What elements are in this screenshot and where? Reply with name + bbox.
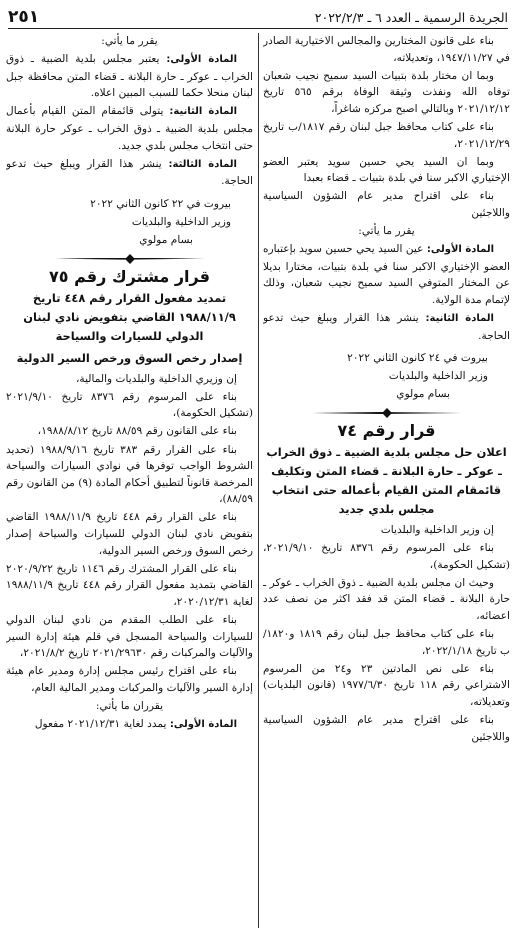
article-text: ينشر هذا القرار ويبلغ حيث تدعو الحاجة. [263,312,510,342]
paragraph: بناء على نص المادتين ٢٣ و٢٤ من المرسوم الاشتراعي رقم ١١٨ تاريخ ١٩٧٧/٦/٣٠ (قانون البلديات) وتعديلاته، [263,662,510,708]
signature-date: بيروت في ٢٤ كانون الثاني ٢٠٢٢ [347,352,488,365]
page-number: ٢٥١ [8,7,40,27]
decides-heading: يقرر ما يأتي: [358,225,415,238]
paragraph: بناء على القرار رقم ٣٨٣ تاريخ ١٩٨٨/٩/١٦ (تحديد الشروط الواجب توفرها في نوادي السيارات والسياحة المرخصة قانوناً لتطبيق أحكام المادة (٩) من القانون رقم ٨٨/٥٩)، [6,443,253,506]
decision-74-subtitle: اعلان حل مجلس بلدية الضبية ـ ذوق الخراب ـ عوكر ـ حارة البلانة ـ قضاء المتن وتكليف قائمقام المتن القيام بأعماله حتى انتخاب مجلس بلدي جديد [266,444,507,516]
signature-title: وزير الداخلية والبلديات [388,370,488,383]
paragraph: وبما ان مختار بلدة بتبيات السيد سميح نجيب شعبان توفاه الله ونفذت وثيقة الوفاة برقم ٥٦٥ تاريخ ٢٠٢١/١٢/١٢ وبالتالي اصبح مركزه شاغراً، [263,69,510,115]
paragraph: بناء على اقتراح رئيس مجلس إدارة ومدير عام هيئة إدارة السير والآليات والمركبات ومدير المالية العام، [6,665,253,694]
paragraph: بناء على اقتراح مدير عام الشؤون السياسية واللاجئين [263,190,510,219]
decision-75-subtitle-2: إصدار رخص السوق ورخص السير الدولية [16,350,243,365]
right-column [263,33,510,930]
article-text: يمدد لغاية ٢٠٢١/١٢/٣١ مفعول [34,718,167,730]
paragraph: بناء على كتاب محافظ جبل لبنان رقم ١٨١٧/ب تاريخ ٢٠٢١/١٢/٢٩، [263,120,510,150]
decision-75-subtitle: تمديد مفعول القرار رقم ٤٤٨ تاريخ ١٩٨٨/١١/٩ القاضي بتفويض نادي لبنان الدولي للسيارات والسياحة [23,290,236,343]
article-label: المادة الأولى: [426,244,495,256]
signature-name: بسام مولوي [396,388,450,401]
article-text: عين السيد يحي حسين سويد بإعتباره العضو الإختياري الاكبر سنا في بلدة بتبيات، مختارا بديلا عن المختار المتوفي السيد سميح نجيب شعبان، وذلك لإتمام مدة الولاية. [263,243,510,306]
paragraph: بناء على كتاب محافظ جبل لبنان رقم ١٨١٩ و١٨٢٠/ب تاريخ ٢٠٢٢/١/١٨، [263,628,510,657]
article-label: المادة الثالثة: [168,158,237,170]
column-divider [258,33,259,928]
signature-title: وزير الداخلية والبلديات [131,215,231,228]
section-ornament [55,254,205,264]
decision-75-title: قرار مشترك رقم ٧٥ [49,266,210,286]
decides-heading: يقرر ما يأتي: [101,35,158,47]
article-label: المادة الثانية: [425,313,494,324]
decision-74-title: قرار رقم ٧٤ [337,420,436,440]
paragraph: بناء على القانون رقم ٨٨/٥٩ تاريخ ١٩٨٨/٨/١٢، [37,425,237,438]
paragraph: بناء على القرار المشترك رقم ١١٤٦ تاريخ ٢٠٢٠/٩/٢٢ القاضي بتمديد مفعول القرار رقم ٤٤٨ تاريخ ١٩٨٨/١١/٩ لغاية ٢٠٢٠/١٢/٣١، [6,562,253,608]
decides-heading: يقرران ما يأتي: [95,699,164,712]
signature-name: بسام مولوي [139,234,193,247]
article-2 [6,103,253,154]
article-label: المادة الأولى: [169,719,237,730]
article-1 [263,241,510,308]
paragraph: وحيث ان مجلس بلدية الضبية ـ ذوق الخراب ـ عوكر ـ حارة البلانة ـ قضاء المتن قد فقد اكثر من نصف عدد اعضائه، [263,576,510,622]
article-text: يعتبر مجلس بلدية الضبية ـ ذوق الخراب ـ عوكر ـ حارة البلانة ـ قضاء المتن محافظة جبل لبنان منحلا حكما للسبب المبين اعلاه. [6,53,253,100]
paragraph: بناء على المرسوم رقم ٨٣٧٦ تاريخ ٢٠٢١/٩/١٠ (تشكيل الحكومة)، [6,390,253,420]
article-2 [263,310,510,344]
article-label: المادة الأولى: [166,54,237,66]
article-text: يتولى قائمقام المتن القيام بأعمال مجلس بلدية الضبية ـ ذوق الخراب ـ عوكر حارة البلانة حتى انتخاب مجلس بلدي جديد. [6,105,253,152]
article-text: ينشر هذا القرار ويبلغ حيث تدعو الحاجة. [6,157,253,188]
gazette-title: الجريدة الرسمية ـ العدد ٦ ـ ٢٠٢٢/٢/٣ [314,9,508,25]
left-column [6,33,253,930]
article-1 [6,51,253,102]
paragraph: بناء على المرسوم رقم ٨٣٧٦ تاريخ ٢٠٢١/٩/١٠، (تشكيل الحكومة)، [263,542,510,571]
paragraph: بناء على اقتراح مدير عام الشؤون السياسية واللاجئين [263,714,510,743]
signature-date: بيروت في ٢٢ كانون الثاني ٢٠٢٢ [90,197,231,210]
minister-line: إن وزير الداخلية والبلديات [380,523,494,536]
final-article [6,716,253,734]
page-header [8,6,508,29]
paragraph: بناء على قانون المختارين والمجالس الاختيارية الصادر في ١٩٤٧/١١/٢٧، وتعديلاته، [263,35,510,64]
ministers-line: إن وزيري الداخلية والبلديات والمالية، [76,372,237,385]
article-3 [6,156,253,190]
article-label: المادة الثانية: [169,106,237,118]
section-ornament [312,408,462,418]
paragraph: بناء على الطلب المقدم من نادي لبنان الدولي للسيارات والسياحة المسجل في قلم هيئة إدارة السير والآليات والمركبات رقم ٢٠٢١/٢٩٦٣٠ تاريخ ٢٠٢١/٨/٢، [6,613,253,660]
paragraph: وبما ان السيد يحي حسين سويد يعتبر العضو الإختياري الاكبر سنا في بلدة بتبيات ـ قضاء بعبدا [263,155,510,185]
paragraph: بناء على القرار رقم ٤٤٨ تاريخ ١٩٨٨/١١/٩ القاضي بتفويض نادي لبنان الدولي للسيارات والسياحة إصدار رخص السوق ورخص السير الدولية، [6,511,253,557]
